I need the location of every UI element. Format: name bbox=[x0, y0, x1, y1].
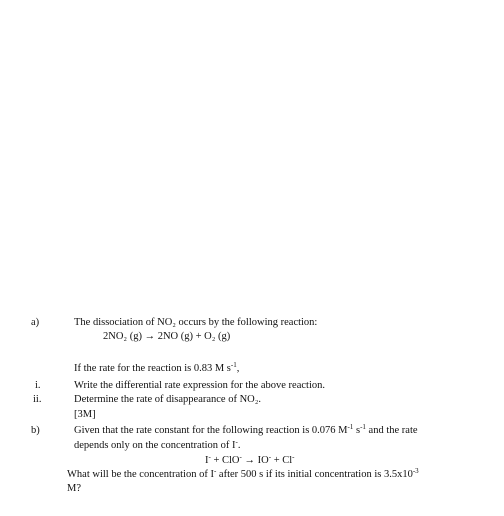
part-ii-label: ii. bbox=[33, 394, 42, 405]
rate-suffix: , bbox=[236, 363, 240, 374]
part-i-label: i. bbox=[35, 380, 41, 391]
question-b-line1-prefix: Given that the rate constant for the following reaction is 0.076 M bbox=[74, 425, 348, 436]
initial-concentration-exponent: -3 bbox=[412, 467, 419, 475]
question-b-line1-mid: s bbox=[353, 425, 361, 436]
eq-iodide-charge: - bbox=[208, 453, 211, 461]
iodide-reaction-equation bbox=[205, 454, 295, 467]
eq-arrow-hypoiodite: → IO bbox=[241, 455, 269, 466]
part-ii-text: Determine the rate of disappearance of NO₂. bbox=[74, 394, 262, 405]
question-b-line1 bbox=[74, 424, 418, 437]
marks-label: [3M] bbox=[74, 409, 96, 420]
rate-prefix: If the rate for the reaction is 0.83 M s bbox=[74, 363, 231, 374]
question-b-concentration-prefix: What will be the concentration of I bbox=[67, 469, 214, 480]
question-b-line1-suffix: and the rate bbox=[365, 425, 418, 436]
question-b-concentration-end: M? bbox=[67, 483, 81, 494]
part-i-text: Write the differential rate expression for the above reaction. bbox=[74, 380, 325, 391]
rate-statement bbox=[74, 362, 239, 375]
eq-hypochlorite: + ClO bbox=[210, 455, 240, 466]
question-b-label: b) bbox=[31, 425, 40, 436]
eq-hypochlorite-charge: - bbox=[239, 453, 242, 461]
rate-unit-exponent: -1 bbox=[230, 361, 237, 369]
reaction-equation: 2NO₂ (g) → 2NO (g) + O₂ (g) bbox=[103, 331, 231, 342]
eq-iodide: I bbox=[205, 455, 209, 466]
eq-chloride: + Cl bbox=[271, 455, 293, 466]
question-a-intro: The dissociation of NO₂ occurs by the following reaction: bbox=[74, 317, 318, 328]
rate-constant-exponent-1: -1 bbox=[347, 423, 354, 431]
question-b-line2-suffix: . bbox=[237, 440, 241, 451]
iodide-charge: - bbox=[235, 438, 238, 446]
question-b-line2-prefix: depends only on the concentration of I bbox=[74, 440, 236, 451]
question-b-concentration bbox=[67, 468, 419, 481]
question-b-concentration-mid: after 500 s if its initial concentration is 3.5x10 bbox=[216, 469, 413, 480]
question-b-iodide-charge: - bbox=[213, 467, 217, 475]
eq-chloride-charge: - bbox=[292, 453, 295, 461]
eq-hypoiodite-charge: - bbox=[268, 453, 272, 461]
question-a-label: a) bbox=[31, 317, 40, 328]
rate-constant-exponent-2: -1 bbox=[360, 423, 366, 431]
question-b-line2 bbox=[74, 439, 241, 452]
